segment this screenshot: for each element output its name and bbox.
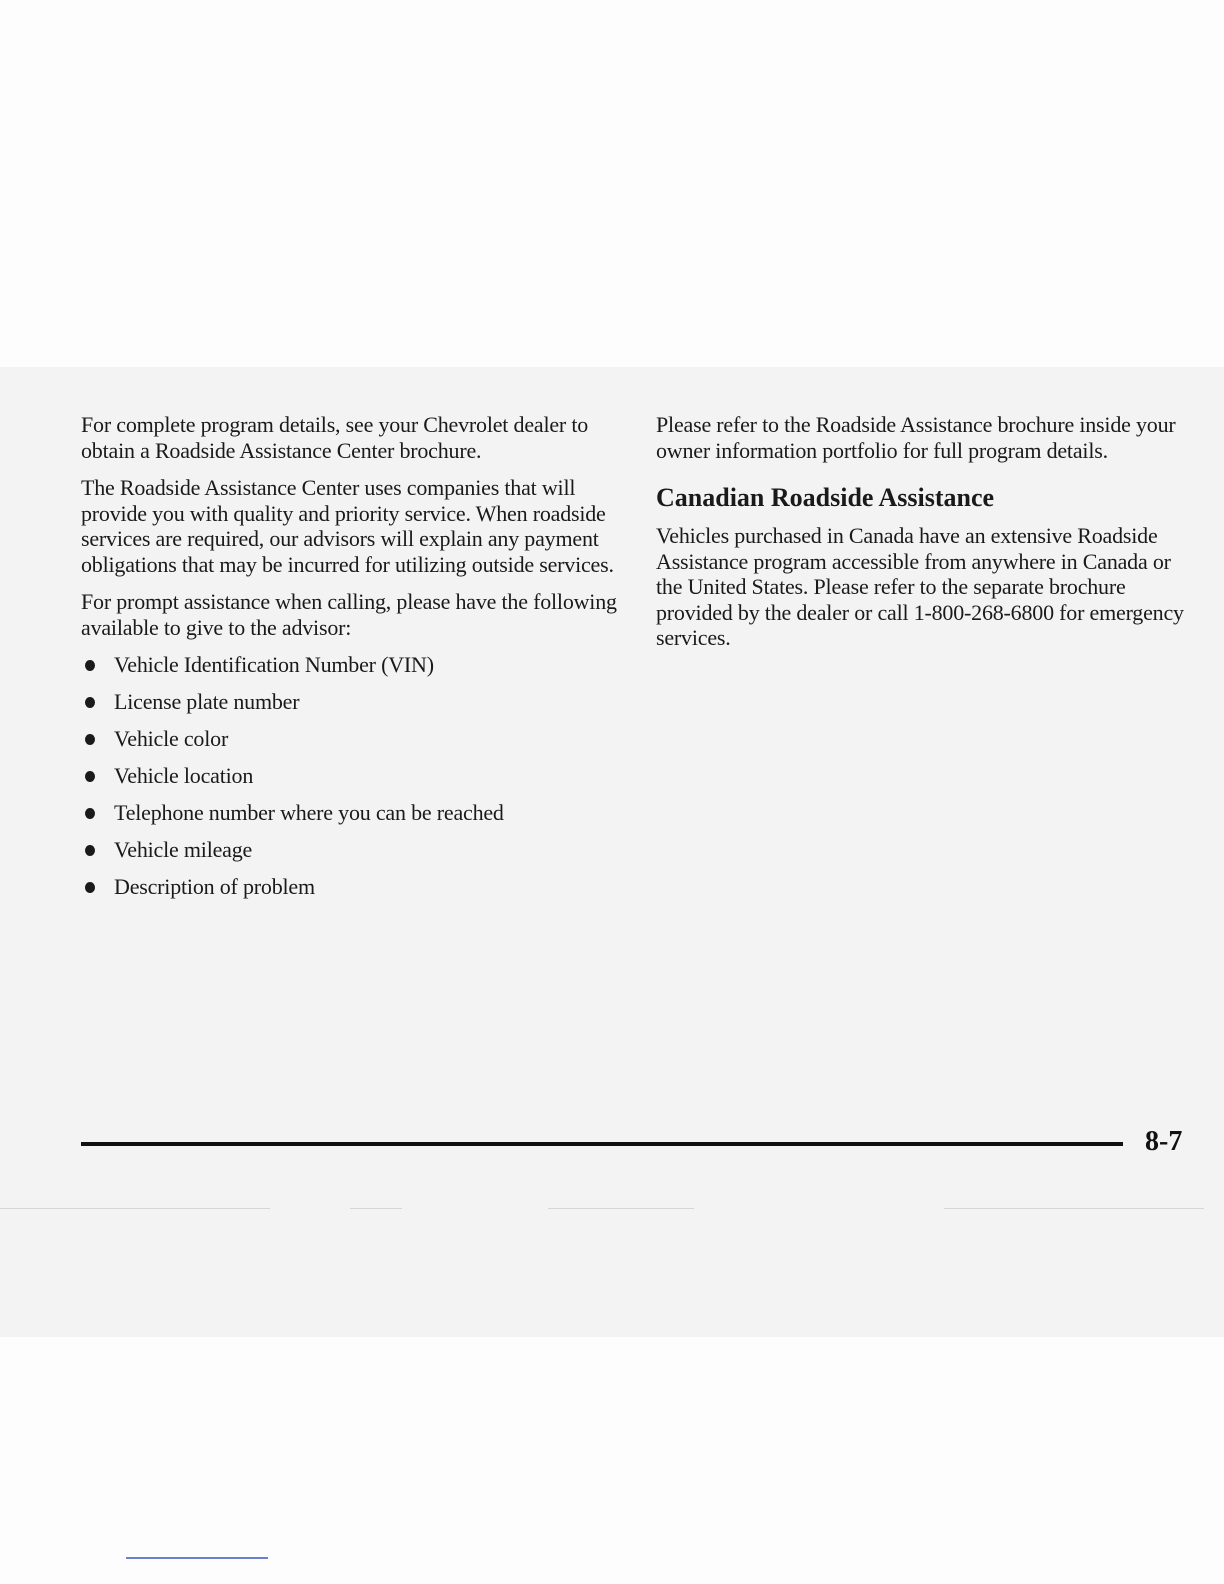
left-column bbox=[81, 412, 621, 911]
list-item-text: Description of problem bbox=[114, 874, 315, 899]
list-item-text: Telephone number where you can be reached bbox=[114, 800, 504, 825]
list-item-text: Vehicle mileage bbox=[114, 837, 253, 862]
bullet-icon bbox=[85, 808, 95, 819]
right-column bbox=[656, 412, 1196, 651]
section-heading: Canadian Roadside Assistance bbox=[656, 483, 995, 512]
scan-artifact-line bbox=[944, 1208, 1204, 1209]
list-item-text: Vehicle Identification Number (VIN) bbox=[114, 652, 434, 677]
scan-artifact-line bbox=[548, 1208, 694, 1209]
list-item bbox=[81, 837, 621, 863]
bullet-icon bbox=[85, 771, 95, 782]
list-item-text: Vehicle location bbox=[114, 763, 254, 788]
bullet-icon bbox=[85, 660, 95, 671]
scan-artifact-line bbox=[0, 1208, 270, 1209]
page-number: 8-7 bbox=[1145, 1126, 1183, 1157]
bullet-icon bbox=[85, 882, 95, 893]
bullet-icon bbox=[85, 734, 95, 745]
footer-rule bbox=[81, 1142, 1123, 1146]
advisor-info-list bbox=[81, 652, 621, 900]
list-item bbox=[81, 652, 621, 678]
paragraph-program-details: For complete program details, see your Chevrolet dealer to obtain a Roadside Assistance Center brochure. bbox=[81, 412, 589, 463]
list-item bbox=[81, 874, 621, 900]
list-item-text: License plate number bbox=[114, 689, 300, 714]
list-item bbox=[81, 726, 621, 752]
list-item bbox=[81, 763, 621, 789]
bottom-underline-mark bbox=[126, 1557, 268, 1559]
list-item-text: Vehicle color bbox=[114, 726, 229, 751]
scan-artifact-line bbox=[350, 1208, 402, 1209]
bullet-icon bbox=[85, 845, 95, 856]
paragraph-roadside-center: The Roadside Assistance Center uses companies that will provide you with quality and priority service. When roadside services are required, our advisors will explain any payment obligations that may be incurred for utilizing outside services. bbox=[81, 475, 614, 577]
bullet-icon bbox=[85, 697, 95, 708]
list-item bbox=[81, 800, 621, 826]
paragraph-prompt-assistance: For prompt assistance when calling, please have the following available to give to the advisor: bbox=[81, 589, 617, 640]
paragraph-canadian-assistance: Vehicles purchased in Canada have an extensive Roadside Assistance program accessible from anywhere in Canada or the United States. Please refer to the separate brochure provided by the dealer or call 1-800-268-6800 for emergency services. bbox=[656, 523, 1184, 650]
list-item bbox=[81, 689, 621, 715]
paragraph-brochure-reference: Please refer to the Roadside Assistance brochure inside your owner information portfolio for full program details. bbox=[656, 412, 1176, 463]
